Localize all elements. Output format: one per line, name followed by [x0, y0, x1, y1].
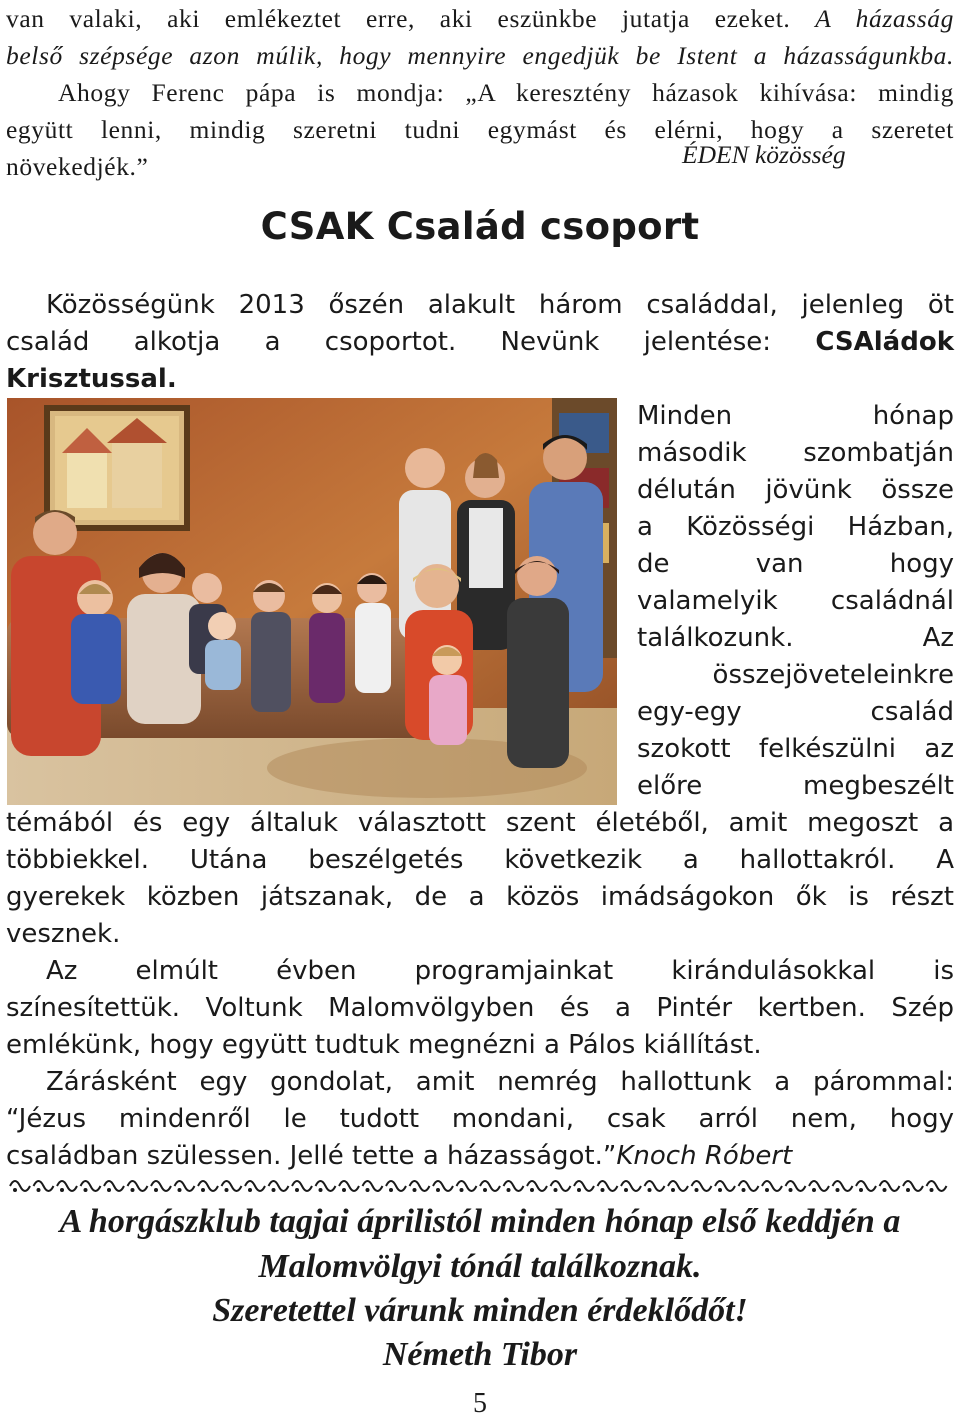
article-author: Knoch Róbert	[616, 1141, 793, 1171]
ornament-dot	[554, 1188, 558, 1192]
paragraph-1-line: Krisztussal.	[6, 364, 177, 394]
ornament-glyph	[198, 1181, 218, 1191]
paragraph-4-line: családban szülessen. Jellé tette a házasságot.”Knoch Róbert	[6, 1141, 793, 1171]
ornament-glyph	[527, 1181, 547, 1191]
side-line: de van hogy	[637, 549, 954, 579]
photo-side-text	[637, 398, 954, 805]
ornament-dot	[201, 1188, 205, 1192]
ornament-glyph	[433, 1181, 453, 1191]
ornament-dot	[742, 1188, 746, 1192]
intro-signature: ÉDEN közösség	[682, 140, 846, 169]
ornament-glyph	[833, 1181, 853, 1191]
ornament-dot	[671, 1188, 675, 1192]
paragraph-2-line: többiekkel. Utána beszélgetés következik a hallottakról. A	[6, 845, 954, 875]
ornament-glyph	[880, 1181, 900, 1191]
ornament-glyph	[175, 1181, 195, 1191]
ornament-dot	[295, 1188, 299, 1192]
paragraph-2-line: témából és egy általuk választott szent életéből, amit megoszt a	[6, 808, 954, 838]
paragraph-3-line: emlékünk, hogy együtt tudtuk megnézni a Pálos kiállítást.	[6, 1030, 762, 1060]
ornament-dot	[154, 1188, 158, 1192]
ornament-glyph	[504, 1181, 524, 1191]
paragraph-2-line: gyerekek közben játszanak, de a közös imádságokon ők is részt	[6, 882, 954, 912]
ornament-glyph	[574, 1181, 594, 1191]
ornament-glyph	[339, 1181, 359, 1191]
ornament-glyph	[128, 1181, 148, 1191]
ornament-dot	[84, 1188, 88, 1192]
paragraph-4-line: Zárásként egy gondolat, amit nemrég hallottunk a párommal:	[46, 1067, 954, 1097]
ornament-dot	[389, 1188, 393, 1192]
side-line: valamelyik családnál	[637, 586, 954, 616]
ornament-glyph	[621, 1181, 641, 1191]
ornament-glyph	[480, 1181, 500, 1191]
ornament-glyph	[81, 1181, 101, 1191]
side-line: összejöveteleinkre	[712, 660, 954, 690]
paragraph-1-line: család alkotja a csoportot. Nevünk jelentése: CSAládok	[6, 327, 954, 357]
paragraph-3	[6, 953, 954, 1064]
ornament-glyph	[927, 1181, 947, 1191]
ornament-dot	[272, 1188, 276, 1192]
ornament-dot	[648, 1188, 652, 1192]
ornament-dot	[812, 1188, 816, 1192]
ornament-glyph	[856, 1181, 876, 1191]
ornament-dot	[765, 1188, 769, 1192]
ornament-glyph	[598, 1181, 618, 1191]
ornament-dot	[906, 1188, 910, 1192]
ornament-glyph	[762, 1181, 782, 1191]
ornament-glyph	[269, 1181, 289, 1191]
ornament-glyph	[316, 1181, 336, 1191]
side-line: második szombatján	[637, 438, 954, 468]
announcement-line-2: Malomvölgyi tónál találkoznak.	[258, 1248, 702, 1285]
ornament-glyph	[692, 1181, 712, 1191]
ornament-glyph	[551, 1181, 571, 1191]
intro-line-2: belső szépsége azon múlik, hogy mennyire engedjük be Istent a házasságunkba.	[6, 41, 954, 70]
side-line: előre megbeszélt	[637, 771, 954, 801]
announcement-line-3: Szeretettel várunk minden érdeklődőt!	[212, 1292, 748, 1329]
ornament-glyph	[386, 1181, 406, 1191]
paragraph-2	[6, 805, 954, 953]
announcement-line-1: A horgászklub tagjai áprilistól minden hónap első keddjén a	[59, 1203, 901, 1240]
ornament-dot	[695, 1188, 699, 1192]
ornament-dot	[178, 1188, 182, 1192]
ornament-dot	[436, 1188, 440, 1192]
ornament-dot	[930, 1188, 934, 1192]
ornament-dot	[883, 1188, 887, 1192]
side-line: találkozunk. Az	[637, 623, 954, 653]
ornament-dot	[366, 1188, 370, 1192]
ornament-glyph	[292, 1181, 312, 1191]
ornament-glyph	[739, 1181, 759, 1191]
ornament-dot	[624, 1188, 628, 1192]
ornament-glyph	[645, 1181, 665, 1191]
ornament-dot	[131, 1188, 135, 1192]
page-number: 5	[473, 1388, 487, 1419]
group-name-bold: CSAládok	[815, 327, 954, 357]
ornament-dot	[60, 1188, 64, 1192]
announcement-signature: Németh Tibor	[382, 1336, 578, 1373]
intro-line-5: növekedjék.”	[6, 152, 149, 181]
paragraph-2-line: vesznek.	[6, 919, 121, 949]
ornament-glyph	[809, 1181, 829, 1191]
ornament-glyph	[786, 1181, 806, 1191]
paragraph-4	[6, 1064, 954, 1175]
ornament-glyph	[34, 1181, 54, 1191]
paragraph-1-line: Közösségünk 2013 őszén alakult három családdal, jelenleg öt	[46, 290, 954, 320]
ornament-glyph	[457, 1181, 477, 1191]
ornament-glyph	[57, 1181, 77, 1191]
ornament-glyph	[668, 1181, 688, 1191]
ornament-glyph	[715, 1181, 735, 1191]
ornament-glyph	[151, 1181, 171, 1191]
side-line: egy-egy család	[637, 697, 954, 727]
paragraph-1	[6, 287, 954, 398]
ornament-dot	[530, 1188, 534, 1192]
ornament-glyph	[10, 1181, 30, 1191]
family-group-photo	[7, 398, 617, 805]
paragraph-3-line: Az elmúlt évben programjainkat kirándulásokkal is	[46, 956, 954, 986]
ornament-dot	[483, 1188, 487, 1192]
ornament-dot	[413, 1188, 417, 1192]
ornament-dot	[601, 1188, 605, 1192]
ornament-glyph	[410, 1181, 430, 1191]
ornament-dot	[248, 1188, 252, 1192]
side-line: szokott felkészülni az	[637, 734, 954, 764]
ornament-dot	[342, 1188, 346, 1192]
intro-line-3: Ahogy Ferenc pápa is mondja: „A keresztény házasok kihívása: mindig	[58, 78, 954, 107]
ornament-dot	[577, 1188, 581, 1192]
ornament-dot	[319, 1188, 323, 1192]
ornament-dot	[225, 1188, 229, 1192]
ornament-dot	[107, 1188, 111, 1192]
ornament-glyph	[222, 1181, 242, 1191]
ornament-dot	[859, 1188, 863, 1192]
ornament-dot	[718, 1188, 722, 1192]
ornament-dot	[37, 1188, 41, 1192]
ornament-dot	[507, 1188, 511, 1192]
ornament-glyph	[903, 1181, 923, 1191]
ornament-dot	[13, 1188, 17, 1192]
ornament-glyph	[104, 1181, 124, 1191]
paragraph-4-line: “Jézus mindenről le tudott mondani, csak arról nem, hogy	[6, 1104, 954, 1134]
ornament-dot	[460, 1188, 464, 1192]
side-line: Minden hónap	[637, 401, 954, 431]
ornament-glyph	[363, 1181, 383, 1191]
intro-line-1: van valaki, aki emlékeztet erre, aki eszünkbe jutatja ezeket. A házasság	[6, 4, 955, 33]
side-line: délután jövünk össze	[637, 475, 954, 505]
ornament-dot	[836, 1188, 840, 1192]
paragraph-3-line: színesítettük. Voltunk Malomvölgyben és a Pintér kertben. Szép	[6, 993, 954, 1023]
side-line: a Közösségi Házban,	[637, 512, 954, 542]
ornament-glyph	[245, 1181, 265, 1191]
article-title: CSAK Család csoport	[260, 205, 700, 248]
intro-line-4: együtt lenni, mindig szeretni tudni egymást és elérni, hogy a szeretet	[6, 115, 954, 144]
ornament-dot	[789, 1188, 793, 1192]
ornament-divider	[6, 1172, 954, 1198]
